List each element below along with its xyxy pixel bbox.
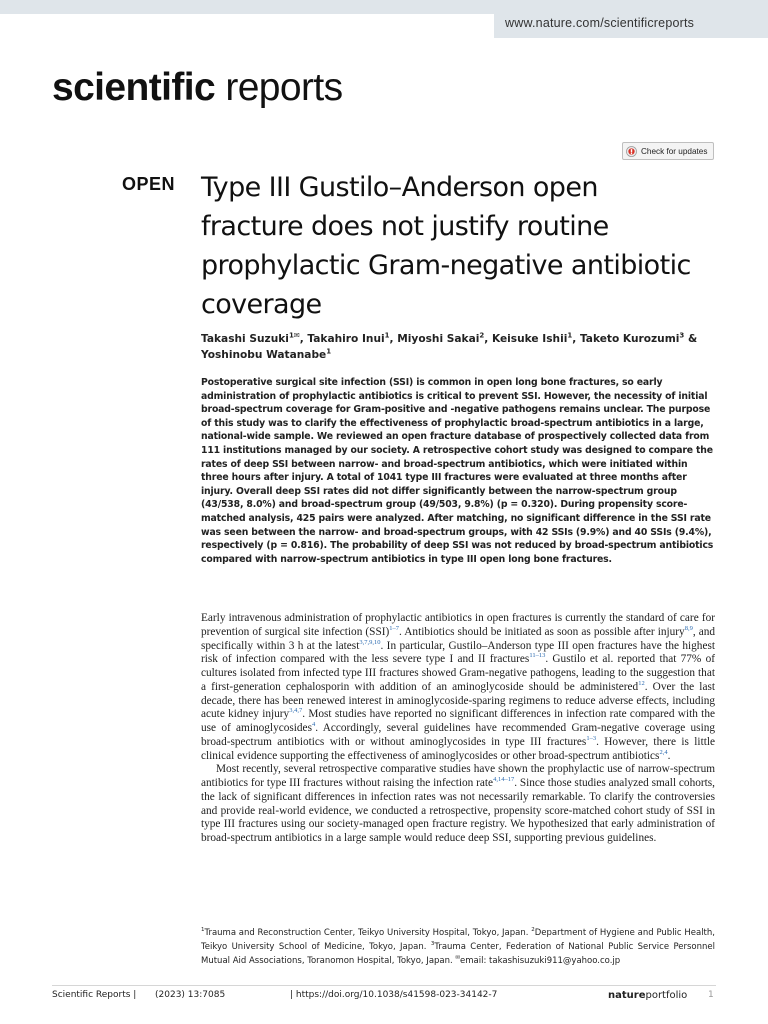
author-name[interactable]: Takashi Suzuki	[201, 333, 289, 345]
journal-logo[interactable]	[52, 66, 343, 110]
brand-light: portfolio	[645, 990, 688, 1001]
footer-journal: Scientific Reports |	[52, 990, 137, 1000]
article-body	[201, 612, 715, 846]
author-affiliation-mark: 1	[326, 347, 332, 356]
citation-link[interactable]: 1–3	[586, 734, 597, 742]
check-for-updates-icon	[626, 146, 637, 157]
citation-link[interactable]: 11–13	[529, 652, 546, 660]
author-list: Takashi Suzuki$^{1✉}$, Takahiro Inui$^1$, Miyoshi Sakai$^2$, Keisuke Ishii$^1$, Taketo Kurozumi$^3$ & Yoshinobu Watanabe$^1$	[201, 331, 698, 361]
footer-divider	[52, 985, 716, 986]
citation-link[interactable]: 1–7	[389, 624, 400, 632]
abstract: Postoperative surgical site infection (SSI) is common in open long bone fractures, so early administration of prophylactic antibiotics is critical to prevent SSI. However, the necessity of initial broad-spectrum coverage for Gram-positive and -negative pathogens remains unclear. The purpose of this study was to clarify the effectiveness of prophylactic broad-spectrum antibiotics in a large, national-wide sample. We reviewed an open fracture database of prospectively collected data from 111 institutions managed by our society. A retrospective cohort study was designed to compare the rates of deep SSI between narrow- and broad-spectrum antibiotics, which were initiated within three hours after injury. A total of 1041 type III fractures were evaluated at three months after injury. Overall deep SSI rates did not differ significantly between the narrow-spectrum group (43/538, 8.0%) and broad-spectrum group (49/503, 9.8%) (p = 0.320). During propensity score-matched analysis, 425 pairs were analyzed. After matching, no significant difference in the SSI rate was seen between the narrow- and broad-spectrum groups, with 42 SSIs (9.9%) and 40 SSIs (9.4%), respectively (p = 0.816). The probability of deep SSI was not reduced by broad-spectrum antibiotics compared with narrow-spectrum antibiotics in type III open long bone fractures.	[201, 377, 714, 565]
journal-url[interactable]: www.nature.com/scientificreports	[494, 8, 768, 38]
author-affiliation-mark: 1	[384, 331, 390, 340]
affiliation-mark: 2	[531, 927, 535, 934]
footer-citation: (2023) 13:7085	[155, 990, 226, 1000]
body-paragraph-1: Early intravenous administration of prophylactic antibiotics in open fractures is currently the standard of care for prevention of surgical site infection (SSI)$^{1-7}$. Antibiotics should be initiated as soon as possible after injury$^{8,9}$, and specifically within 3 h at the latest$^{3,7,9,10}$. In particular, Gustilo–Anderson type III open fractures have the highest risk of infection compared with the less severe type I and II fractures$^{11-13}$. Gustilo et al. reported that 77% of cultures isolated from infected type III fractures showed Gram-negative pathogens, leading to the suggestion that a first-generation cephalosporin with addition of an aminoglycoside should be administered$^{12}$. Over the last decade, there has been renewed interest in aminoglycoside-sparing regimens to reduce adverse effects, including acute kidney injury$^{3,4,7}$. Most studies have reported no significant differences in infection rate compared with the use of aminoglycosides$^4$. Accordingly, several guidelines have recommended Gram-negative coverage using broad-spectrum antibiotics with or without aminoglycosides in type III fractures$^{1-3}$. However, there is little clinical evidence supporting the effectiveness of aminoglycosides or other broad-spectrum antibiotics$^{2,4}$.	[201, 612, 716, 762]
citation-link[interactable]: 4,14–17	[493, 776, 515, 784]
author-affiliation-mark: 3	[679, 331, 685, 340]
body-paragraph-2: Most recently, several retrospective comparative studies have shown the prophylactic use of narrow-spectrum antibiotics for type III fractures without raising the infection rate$^{4,14-17}$. Since those studies analyzed small cohorts, the lack of significant differences in infection rates was not necessarily remarkable. To clarify the controversies and provide real-world evidence, we conducted a retrospective, propensity score-matched cohort study of SSI in type III fractures using our society-managed open fracture registry. We hypothesized that early administration of broad-spectrum antibiotics in a large sample would reduce deep SSI, supporting previous guidelines.	[201, 763, 715, 844]
citation-link[interactable]: 12	[638, 679, 645, 687]
article-title: Type III Gustilo–Anderson open fracture does not justify routine prophylactic Gram-negative antibiotic coverage	[201, 172, 691, 320]
affiliations: $^1$Trauma and Reconstruction Center, Teikyo University Hospital, Tokyo, Japan. $^2$Department of Hygiene and Public Health, Teikyo University School of Medicine, Tokyo, Japan. $^3$Trauma Center, Federation of National Public Service Personnel Mutual Aid Associations, Toranomon Hospital, Tokyo, Japan. ✉email: takashisuzuki911@yahoo.co.jp	[201, 927, 715, 966]
journal-logo-light: reports	[225, 66, 343, 109]
citation-link[interactable]: 4	[311, 721, 316, 729]
author-name[interactable]: Yoshinobu Watanabe	[201, 349, 327, 361]
nature-portfolio-logo	[608, 990, 687, 1001]
author-name[interactable]: Taketo Kurozumi	[579, 333, 680, 345]
affiliation-mark: 3	[430, 941, 435, 948]
author-affiliation-mark: 2	[479, 331, 485, 340]
page-number: 1	[708, 990, 714, 1000]
author-affiliation-mark: 1✉	[288, 331, 300, 340]
author-name[interactable]: Keisuke Ishii	[491, 333, 568, 345]
author-affiliation-mark: 1	[567, 331, 573, 340]
author-name[interactable]: Takahiro Inui	[307, 333, 385, 345]
affiliation-mark: 1	[201, 927, 205, 934]
check-for-updates-button[interactable]	[622, 142, 714, 160]
citation-link[interactable]: 3,4,7	[289, 707, 303, 715]
citation-link[interactable]: 3,7,9,10	[359, 638, 381, 646]
citation-link[interactable]: 2,4	[659, 748, 668, 756]
citation-link[interactable]: 8,9	[684, 624, 693, 632]
author-name[interactable]: Miyoshi Sakai	[397, 333, 480, 345]
brand-bold: nature	[608, 990, 646, 1001]
journal-logo-bold: scientific	[52, 66, 216, 109]
affiliation-mark: ✉	[455, 955, 461, 962]
footer-doi-link[interactable]: | https://doi.org/10.1038/s41598-023-34142-7	[290, 990, 498, 1000]
check-for-updates-label: Check for updates	[641, 146, 708, 156]
open-access-label: OPEN	[122, 174, 176, 194]
